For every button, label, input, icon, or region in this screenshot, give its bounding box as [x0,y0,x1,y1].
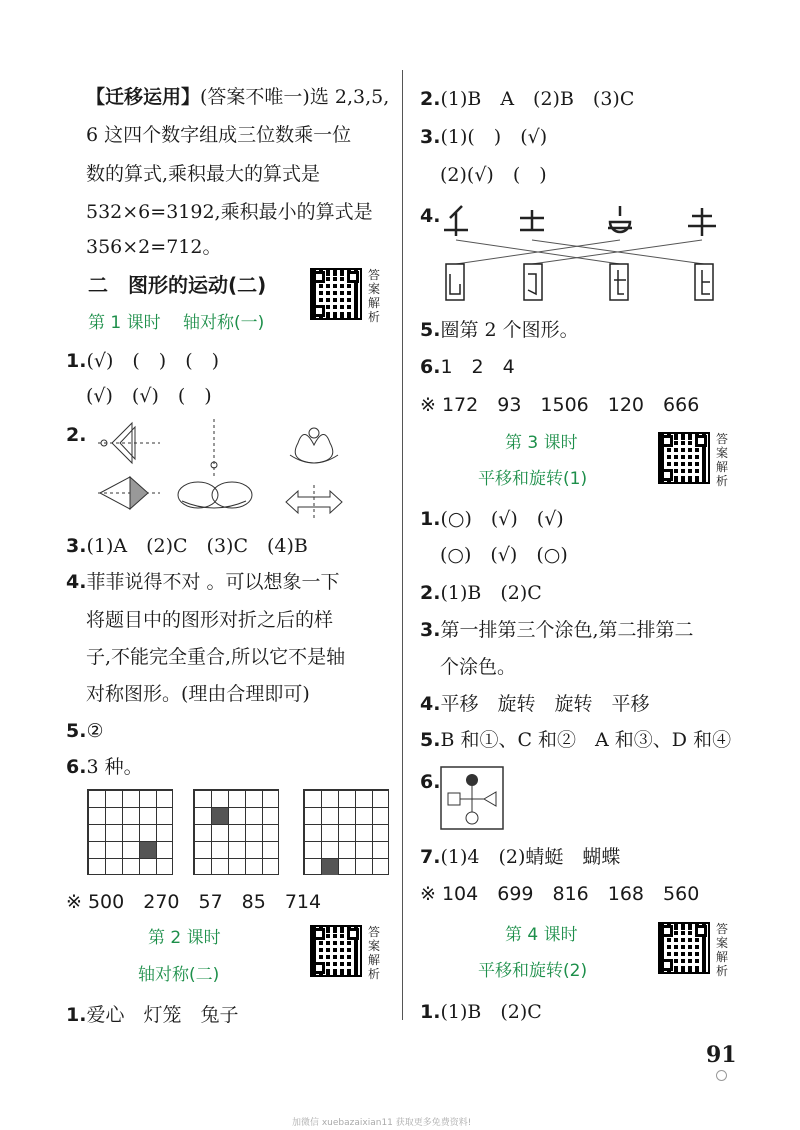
answer-row: (√) (√) ( ) [86,385,212,407]
answer-text: (1)B (2)C [440,1001,542,1023]
fish-figure-bottom [98,477,160,509]
question-number: 4. [420,693,441,715]
question-number: 1. [66,1004,87,1026]
symmetry-figures [90,415,390,527]
ornament-figure [290,428,338,463]
extra-calc: ※ 500 270 57 85 714 [66,891,322,913]
qr-code-icon[interactable] [310,925,362,977]
lesson-subtitle: 平移和旋转(2) [478,961,588,981]
grid-figure [193,789,279,875]
answer-text: (1)4 (2)蜻蜓 蝴蝶 [440,846,621,868]
answer-line: 子,不能完全重合,所以它不是轴 [86,646,346,668]
transfer-line: 6 这四个数字组成三位数乘一位 [86,124,352,146]
extra-calc: ※ 104 699 816 168 560 [420,883,700,905]
answer-text: (1)B A (2)B (3)C [440,88,635,110]
footer-watermark: 加微信 xuebazaixian11 获取更多免费资料! [292,1118,472,1128]
question-number: 1. [420,508,441,530]
question-number: 6. [420,356,441,378]
answer-line: 个涂色。 [440,656,517,678]
answer-text: B 和①、C 和② A 和③、D 和④ [440,729,732,751]
question-number: 2. [420,582,441,604]
glyph [520,210,544,230]
transfer-line: (答案不唯一)选 2,3,5, [200,86,390,108]
answer-text: 3 种。 [86,756,143,778]
transfer-line: 数的算式,乘积最大的算式是 [86,163,321,185]
page-number: 91 [706,1042,737,1068]
question-number: 4. [420,205,441,227]
question-number: 2. [420,88,441,110]
question-number: 1. [66,350,87,372]
grid-figure [87,789,173,875]
corner-mark-icon [716,1070,727,1081]
section-title: 二 图形的运动(二) [88,273,267,297]
lesson-title: 第 1 课时 轴对称(一) [88,313,265,333]
question-number: 5. [420,319,441,341]
answer-text: 爱心 灯笼 兔子 [86,1004,239,1026]
answer-text: 圈第 2 个图形。 [440,319,579,341]
double-arrow-figure [286,485,342,519]
lesson-subtitle: 平移和旋转(1) [478,469,588,489]
answer-text: 平移 旋转 旋转 平移 [440,693,650,715]
question-number: 2. [66,424,87,446]
answer-row: (1)( ) (√) [440,126,548,148]
answer-row: (√) ( ) ( ) [86,350,220,372]
transfer-block [86,88,389,107]
transfer-line: 356×2=712。 [86,236,222,258]
lesson-title: 第 4 课时 [505,925,578,945]
answer-line: 菲菲说得不对 。可以想象一下 [86,571,340,593]
transfer-line: 532×6=3192,乘积最小的算式是 [86,201,373,223]
question-number: 4. [66,571,87,593]
answer-line: 第一排第三个涂色,第二排第二 [440,619,694,641]
lesson-title: 第 2 课时 [148,928,221,948]
answer-text: 1 2 4 [440,356,515,378]
lace-figure [178,419,252,508]
answer-text: (1)A (2)C (3)C (4)B [86,535,308,557]
qr-code-icon[interactable] [310,268,362,320]
character-matching-figure [440,200,770,310]
question-number: 6. [420,771,441,793]
question-number: 5. [66,720,87,742]
question-number: 6. [66,756,87,778]
column-divider [402,70,403,1020]
grid-figure [303,789,389,875]
answer-line: 对称图形。(理由合理即可) [86,683,310,705]
qr-label: 答案解析 [368,268,381,324]
answer-row: (○) (√) (√) [440,508,564,530]
question-number: 7. [420,846,441,868]
question-number: 1. [420,1001,441,1023]
answer-line: 将题目中的图形对折之后的样 [86,609,334,631]
answer-text: ② [86,720,104,742]
qr-code-icon[interactable] [658,922,710,974]
question-number: 3. [420,619,441,641]
lesson-subtitle: 轴对称(二) [138,965,220,985]
glyph [444,206,468,236]
question-number: 3. [66,535,87,557]
glyph [608,206,632,232]
fish-figure-top [98,423,160,463]
qr-label: 答案解析 [368,925,381,981]
glyph [688,208,716,236]
extra-calc: ※ 172 93 1506 120 666 [420,394,700,416]
answer-row: (○) (√) (○) [440,544,568,566]
qr-label: 答案解析 [716,922,729,978]
qr-code-icon[interactable] [658,432,710,484]
rotation-figure [440,766,506,832]
transfer-tag: 【迁移运用】 [86,86,201,108]
qr-label: 答案解析 [716,432,729,488]
question-number: 3. [420,126,441,148]
question-number: 5. [420,729,441,751]
answer-text: (1)B (2)C [440,582,542,604]
lesson-title: 第 3 课时 [505,433,578,453]
answer-row: (2)(√) ( ) [440,164,547,186]
